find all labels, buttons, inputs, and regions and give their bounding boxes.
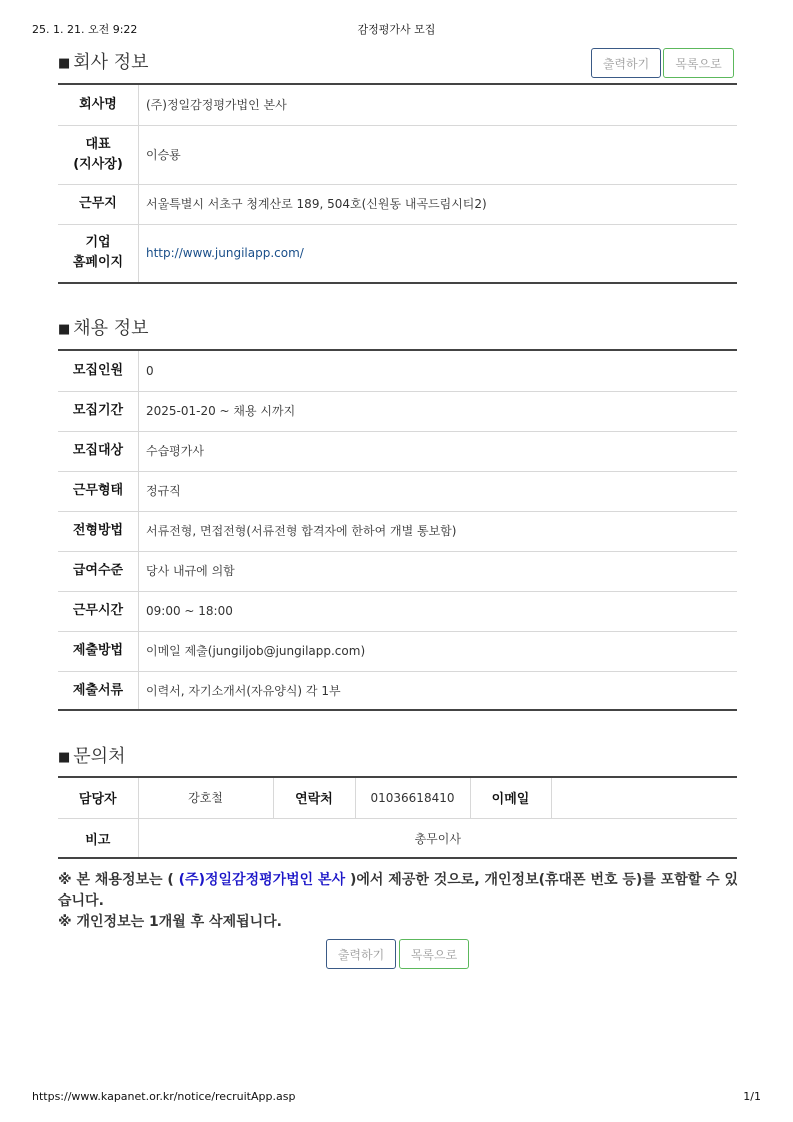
recruit-row: [58, 391, 737, 431]
reference-mark: ※: [58, 872, 72, 888]
row-label: 근무지: [58, 184, 139, 224]
row-label: 모집인원: [58, 351, 139, 391]
homepage-link[interactable]: http://www.jungilapp.com/: [146, 246, 304, 261]
square-bullet-icon: ■: [58, 322, 71, 337]
recruit-row: [58, 471, 737, 511]
print-footer: [32, 1090, 761, 1104]
row-label: 모집대상: [58, 431, 139, 471]
company-info-table: [58, 85, 737, 282]
print-button-top[interactable]: 출력하기: [591, 48, 661, 78]
recruit-row: [58, 631, 737, 671]
row-value: 09:00 ~ 18:00: [146, 604, 233, 618]
list-button-top[interactable]: 목록으로: [663, 48, 734, 78]
row-value: 서울특별시 서초구 청계산로 189, 504호(신원동 내곡드림시티2): [146, 197, 487, 211]
recruit-table-bottom-border: [58, 709, 737, 711]
recruit-row: [58, 511, 737, 551]
row-value: 0: [146, 363, 154, 378]
square-bullet-icon: ■: [58, 56, 71, 71]
page-number: 1/1: [743, 1090, 761, 1103]
row-value: (주)정일감정평가법인 본사: [146, 97, 287, 112]
print-header: [32, 21, 761, 35]
company-section-heading: ■ 회사 정보: [58, 52, 149, 73]
phone-value: 01036618410: [355, 778, 470, 818]
print-button-bottom[interactable]: 출력하기: [326, 939, 396, 969]
company-row-location: [58, 184, 737, 224]
email-label: 이메일: [470, 778, 551, 818]
contact-section-heading: ■ 문의처: [58, 746, 126, 767]
notice-line-2: ※ 개인정보는 1개월 후 삭제됩니다.: [58, 914, 282, 930]
contact-row: [58, 778, 737, 818]
note-row: [58, 818, 737, 858]
print-date: 25. 1. 21. 오전 9:22: [32, 23, 138, 36]
row-label: 근무시간: [58, 591, 139, 631]
row-value: 이메일 제출(jungiljob@jungilapp.com): [146, 644, 366, 658]
recruit-row: [58, 591, 737, 631]
manager-value: 강호철: [138, 778, 273, 818]
phone-label: 연락처: [273, 778, 355, 818]
row-label: 근무형태: [58, 471, 139, 511]
row-value: 정규직: [146, 484, 181, 498]
company-table-bottom-border: [58, 282, 737, 284]
row-value: 이승룡: [146, 147, 181, 162]
row-label: 급여수준: [58, 551, 139, 591]
row-label: 제출서류: [58, 671, 139, 711]
row-value: 수습평가사: [146, 444, 204, 458]
company-row-homepage: [58, 224, 737, 282]
reference-mark: ※: [58, 914, 72, 930]
recruit-row: [58, 551, 737, 591]
contact-table: [58, 778, 737, 858]
row-label: 대표 (지사장): [58, 125, 139, 184]
email-value: [551, 778, 737, 818]
row-label: 회사명: [58, 85, 139, 125]
row-value: 당사 내규에 의함: [146, 564, 235, 578]
row-value: 2025-01-20 ~ 채용 시까지: [146, 404, 296, 418]
row-label: 전형방법: [58, 511, 139, 551]
square-bullet-icon: ■: [58, 750, 71, 765]
recruit-info-table: [58, 351, 737, 711]
notice-line-1: ※ 본 채용정보는 ( (주)정일감정평가법인 본사 )에서 제공한 것으로, 개인정보(휴대폰 번호 등)를 포함할 수 있습니다.: [58, 872, 739, 909]
row-label: 기업 홈페이지: [58, 224, 139, 282]
notice-company-name: (주)정일감정평가법인 본사: [178, 872, 346, 888]
company-row-ceo: [58, 125, 737, 184]
row-value: 이력서, 자기소개서(자유양식) 각 1부: [146, 684, 341, 699]
company-row-name: [58, 85, 737, 125]
row-value: 서류전형, 면접전형(서류전형 합격자에 한하여 개별 통보함): [146, 524, 457, 538]
recruit-row: [58, 351, 737, 391]
recruit-row: [58, 431, 737, 471]
row-label: 제출방법: [58, 631, 139, 671]
list-button-bottom[interactable]: 목록으로: [399, 939, 469, 969]
print-url: https://www.kapanet.or.kr/notice/recruitApp.asp: [32, 1090, 296, 1103]
privacy-notice: [58, 870, 748, 933]
print-title: 감정평가사 모집: [357, 23, 436, 36]
note-value: 총무이사: [414, 831, 461, 846]
note-label: 비고: [58, 818, 138, 858]
manager-label: 담당자: [58, 778, 138, 818]
row-label: 모집기간: [58, 391, 139, 431]
recruit-row: [58, 671, 737, 711]
recruit-section-heading: ■ 채용 정보: [58, 318, 149, 339]
contact-table-bottom-border: [58, 857, 737, 859]
